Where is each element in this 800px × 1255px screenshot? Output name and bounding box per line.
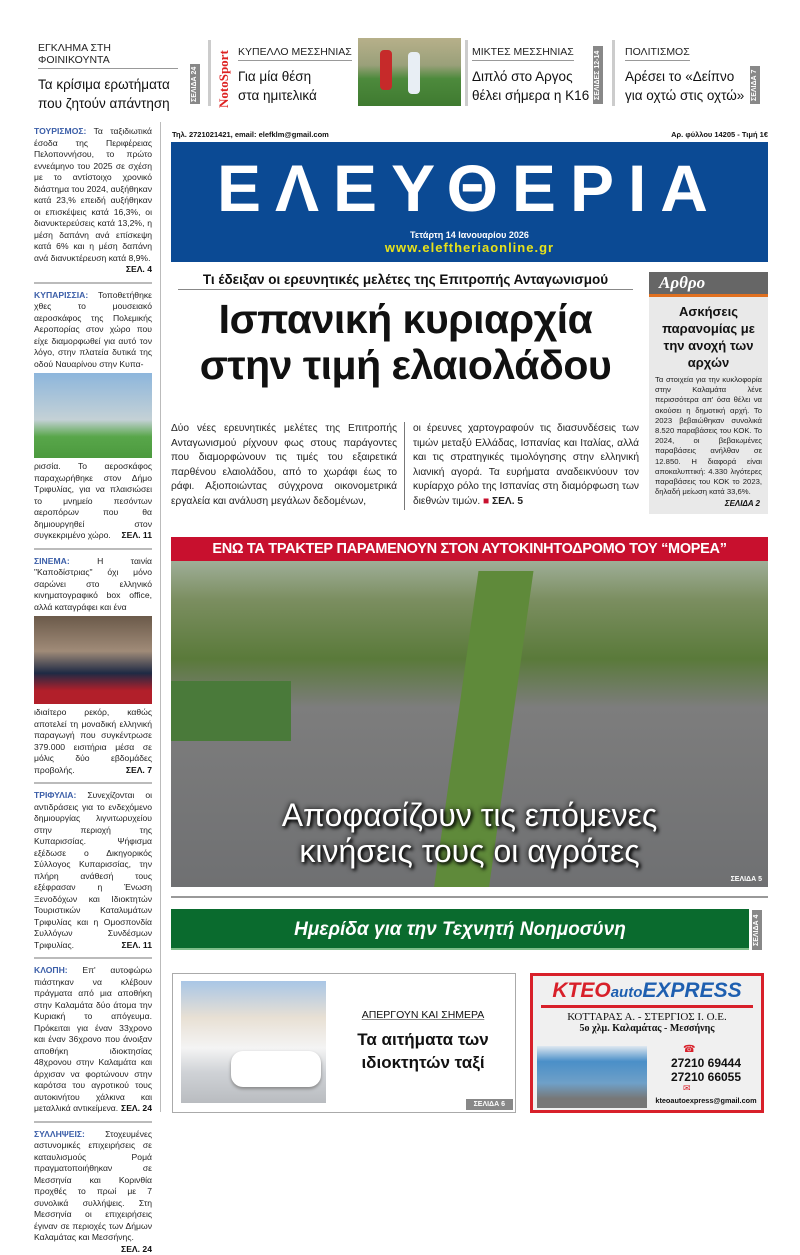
teaser-cup[interactable] — [238, 42, 353, 105]
taxi-kicker: ΑΠΕΡΓΟΥΝ ΚΑΙ ΣΗΜΕΡΑ — [338, 1009, 508, 1021]
issue-date: Τετάρτη 14 Ιανουαρίου 2026 — [171, 230, 768, 240]
brief-arrests[interactable]: ΣΥΛΛΗΨΕΙΣ: Στοχευμένες αστυνομικές επιχειρήσεις σε καταυλισμούς Ρομά πραγματοποιήθηκαν σε Μεσσηνία και Κορινθία προχθές το πρωί με 7 συνολικά συλλήψεις. Στη Μεσσηνία οι επιχειρήσεις έγιναν σε περιοχές των Δήμων Καλαμάτας και Μεσσήνης. ΣΕΛ. 24 — [34, 1129, 152, 1255]
brief-theft[interactable]: ΚΛΟΠΗ: Επ' αυτοφώρω πιάστηκαν να κλέβουν πράγματα από μια αποθήκη στην Καλαμάτα δύο άτομα την Κυριακή το απόγευμα. Πρόκειται για έναν 33χρονο και έναν 36χρονο που άνοιξαν αποθήκη ιδιοκτησίας 48χρονου στην Καλαμάτα και άρχισαν να φορτώνουν στην καρότσα του αγροτικού τους αυτοκινήτου χάλκινα και μεταλλικά αντικείμενα. ΣΕΛ. 24 — [34, 965, 152, 1115]
roadside-vegetation — [171, 681, 291, 741]
headline-line: στην τιμή ελαιολάδου — [168, 342, 643, 388]
lead-column-1: Δύο νέες ερευνητικές μελέτες της Επιτροπής Ανταγωνισμού ρίχνουν φως στους παράγοντες που διαμορφώνουν τις τιμές του εξαιρετικά παρθένου ελαιολάδου, από το χωράφι έως το ράφι. Αξιοποιώντας σύγχρονα οικονομετρικά εργαλεία και ανάλυση μεγάλων δεδομένων, — [171, 422, 405, 510]
page-tab: ΣΕΛΙΔΑ 4 — [752, 910, 762, 950]
opinion-box[interactable] — [649, 272, 768, 514]
teaser-kicker: ΕΓΚΛΗΜΑ ΣΤΗ ΦΟΙΝΙΚΟΥΝΤΑ — [38, 42, 178, 69]
ad-company: ΚΟΤΤΑΡΑΣ Α. - ΣΤΕΡΓΙΟΣ Ι. Ο.Ε. — [533, 1011, 761, 1023]
ai-event-banner[interactable]: Ημερίδα για την Τεχνητή Νοημοσύνη — [171, 909, 749, 950]
brief-kyparissia[interactable]: ΚΥΠΑΡΙΣΣΙΑ: Τοποθετήθηκε χθες το μουσειακό αεροσκάφος της Πολεμικής Αεροπορίας στον χώρο που είχε διαμορφωθεί για αυτό τον λόγο, στην πλατεία δυτικά της οδού Ναυαρίνου στην Κυπα- ρισσία. Το αεροσκάφος παραχωρήθηκε στον Δήμο Τριφυλίας, για να πλαισιώσει το μνημείο πεσόντων αεροπόρων που θα δημιουργηθεί στον συγκεκριμένο χώρο. ΣΕΛ. 11 — [34, 290, 152, 542]
lead-body — [171, 422, 639, 510]
divider — [34, 957, 152, 959]
divider — [34, 282, 152, 284]
teaser-kicker: ΚΥΠΕΛΛΟ ΜΕΣΣΗΝΙΑΣ — [238, 46, 352, 61]
divider — [34, 1121, 152, 1123]
briefs-column — [34, 126, 152, 1255]
teaser-crime[interactable] — [38, 42, 178, 113]
page-tab: ΣΕΛΙΔΑ 7 — [750, 66, 760, 104]
teaser-title: Αρέσει το «Δείπνο για οχτώ στις οχτώ» — [625, 67, 750, 105]
masthead — [171, 142, 768, 262]
notosport-logo: NotoSport — [216, 42, 232, 108]
headline-line: Ισπανική κυριαρχία — [168, 296, 643, 342]
teaser-title: Για μία θέση στα ημιτελικά — [238, 67, 353, 105]
tractors-photo[interactable] — [171, 561, 768, 887]
brief-trifylia[interactable]: ΤΡΙΦΥΛΙΑ: Συνεχίζονται οι αντιδράσεις για το ενδεχόμενο δημιουργίας λιγνιτωρυχείου στην περιοχή της Κυπαρισσίας. Ψήφισμα εξέδωσε ο Δικηγορικός Σύλλογος Κυπαρισσίας, την πλήρη ανάθεσή τους εξέφρασαν η Ένωση Ξενοδόχων και Ιδιοκτητών Τουριστικών Καταλυμάτων Τριφυλίας και η Ομοσπονδία Συλλόγων Συνδέσμων Τριφυλίας. ΣΕΛ. 11 — [34, 790, 152, 951]
kteo-building-photo — [537, 1046, 647, 1108]
page-ref: ΣΕΛΙΔΑ 6 — [466, 1099, 513, 1110]
divider — [171, 896, 768, 898]
opinion-title: Ασκήσεις παρανομίας με την ανοχή των αρχών — [649, 297, 768, 375]
aircraft-photo — [34, 373, 152, 458]
newspaper-logo: ΕΛΕΥΘΕΡΙΑ — [171, 142, 768, 230]
issue-info: Αρ. φύλλου 14205 - Τιμή 1€ — [671, 130, 768, 139]
page-ref[interactable]: ΣΕΛ. 5 — [492, 496, 523, 507]
divider — [34, 548, 152, 550]
football-photo — [358, 38, 461, 106]
brief-tourism[interactable]: ΤΟΥΡΙΣΜΟΣ: Τα ταξιδιωτικά έσοδα της Περιφέρειας Πελοποννήσου, το πρώτο εννεάμηνο του 2025 σε σχέση με το αντίστοιχο χρονικό διάστημα του 2024, αυξήθηκαν κατά 23,% επειδή αυξήθηκαν οι επισκέψεις κατά 16,3%, οι διανυκτερεύσεις κατά 13,2%, η μέση δαπάνη ανά επίσκεψη κατά 6% και η μέση δαπάνη ανά διανυκτέρευση κατά 8,9%. ΣΕΛ. 4 — [34, 126, 152, 276]
page-tab: ΣΕΛΙΔΕΣ 12-14 — [593, 46, 603, 104]
teaser-title: Διπλό στο Αργος θέλει σήμερα η Κ16 — [472, 67, 590, 105]
divider — [612, 40, 615, 106]
teaser-mixed[interactable] — [472, 42, 590, 105]
opinion-label: Αρθρο — [649, 272, 768, 297]
phone-icon: ☎ — [683, 1044, 695, 1055]
teaser-culture[interactable] — [625, 42, 750, 105]
divider — [34, 782, 152, 784]
ad-email[interactable]: kteoautoexpress@gmail.com — [649, 1096, 763, 1105]
ad-phone-2: 27210 66055 — [651, 1070, 761, 1084]
taxi-story[interactable] — [172, 973, 516, 1113]
website-link[interactable]: www.eleftheriaonline.gr — [171, 240, 768, 255]
lead-kicker: Τι έδειξαν οι ερευνητικές μελέτες της Επιτροπής Ανταγωνισμού — [178, 272, 633, 290]
taxi-title: Τα αιτήματα των ιδιοκτητών ταξί — [338, 1028, 508, 1074]
divider — [208, 40, 211, 106]
teaser-kicker: ΠΟΛΙΤΙΣΜΟΣ — [625, 46, 690, 61]
contact-info: Τηλ. 2721021421, email: elefklm@gmail.com — [172, 130, 329, 139]
email-icon: ✉ — [683, 1083, 691, 1094]
column-divider — [160, 122, 161, 1112]
photo-banner: ΕΝΩ ΤΑ ΤΡΑΚΤΕΡ ΠΑΡΑΜΕΝΟΥΝ ΣΤΟΝ ΑΥΤΟΚΙΝΗΤΟΔΡΟΜΟ ΤΟΥ “ΜΟΡΕΑ” — [171, 537, 768, 561]
brief-cinema[interactable]: ΣΙΝΕΜΑ: Η ταινία "Καποδίστριας" όχι μόνο σαρώνει στο ελληνικό κινηματογραφικό box office, αλλά καταγράφει και ένα ιδιαίτερο ρεκόρ, καθώς αποτελεί τη μοναδική ελληνική παραγωγή που συγκέντρωσε 379.000 εισιτήρια μέσα σε μόλις δύο εβδομάδες προβολής. ΣΕΛ. 7 — [34, 556, 152, 777]
teaser-title: Τα κρίσιμα ερωτήματα που ζητούν απάντηση — [38, 75, 178, 113]
lead-column-2: οι έρευνες χαρτογραφούν τις διασυνδέσεις των τιμών μεταξύ Ελλάδας, Ισπανίας και Ιταλίας, αλλά και τις στρατηγικές τιμολόγησης στην ελληνική λιανική αγορά. Τα ευρήματα αναδεικνύουν τον κυρίαρχο ρόλο της Ισπανίας στη διαμόρφωση των διεθνών τιμών. ■ ΣΕΛ. 5 — [413, 422, 639, 510]
ad-phone-1: 27210 69444 — [651, 1056, 761, 1070]
ad-brand: ΚΤΕΟautoEXPRESS — [541, 979, 753, 1008]
ad-address: 5ο χλμ. Καλαμάτας - Μεσσήνης — [533, 1023, 761, 1034]
teaser-kicker: ΜΙΚΤΕΣ ΜΕΣΣΗΝΙΑΣ — [472, 46, 574, 61]
lead-headline[interactable] — [168, 296, 643, 388]
opinion-text: Τα στοιχεία για την κυκλοφορία στην Καλαμάτα λένε περισσότερα απ' όσα θέλει να ακούσει η δημοτική αρχή. Το 2023 βεβαιώθηκαν συνολικά 8.520 παραβάσεις του ΚΟΚ. Το 2024, οι βεβαιωμένες παραβάσεις ανήλθαν σε 12.850. Η διαφορά είναι αποκαλυπτική: 4.330 λιγότερες παραβάσεις του ΚΟΚ το 2023, δηλαδή μείωση κατά 33,6%. — [649, 375, 768, 497]
page-ref: ΣΕΛΙΔΑ 5 — [731, 876, 762, 883]
divider — [465, 40, 468, 106]
kteo-advertisement[interactable] — [530, 973, 764, 1113]
page-ref: ΣΕΛΙΔΑ 2 — [649, 497, 768, 508]
photo-headline: Αποφασίζουν τις επόμενες κινήσεις τους οι αγρότες — [171, 797, 768, 869]
taxi-photo — [181, 981, 326, 1103]
page-tab: ΣΕΛΙΔΑ 24 — [190, 64, 200, 104]
actor-photo — [34, 616, 152, 704]
